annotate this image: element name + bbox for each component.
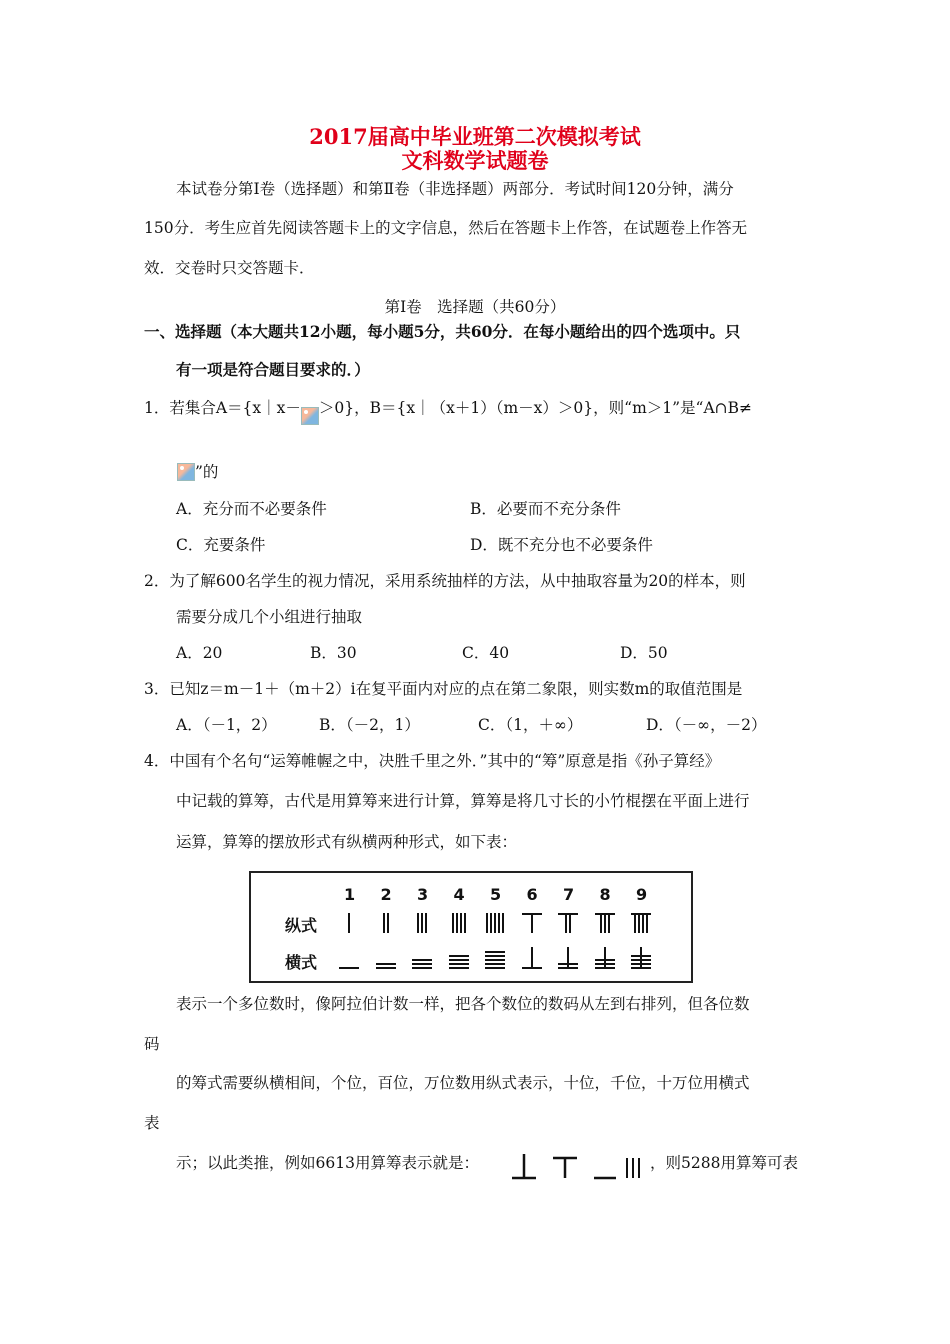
exam-title: 2017届高中毕业班第二次模拟考试 <box>309 124 641 149</box>
rod-horizontal-8 <box>595 967 615 969</box>
rod-number-7: 7 <box>563 885 575 904</box>
rod-vertical-4 <box>456 913 458 933</box>
rod-horizontal-5 <box>485 955 505 957</box>
rod-number-2: 2 <box>380 885 392 904</box>
rod-vertical-2 <box>387 913 389 933</box>
rod-vertical-8 <box>608 913 610 933</box>
q1-stem-cont <box>177 462 218 482</box>
q4-stem-2: 中记载的算筹，古代是用算筹来进行计算，算筹是将几寸长的小竹棍摆在平面上进行 <box>176 792 750 810</box>
q4-stem-4: 表示一个多位数时，像阿拉伯计数一样，把各个数位的数码从左到右排列，但各位数 <box>176 995 750 1013</box>
part1-instruction-1: 一、选择题（本大题共12小题，每小题5分，共60分．在每小题给出的四个选项中。只 <box>144 322 741 341</box>
q1-text-c: ”的 <box>195 463 219 481</box>
rod-number-3: 3 <box>417 885 429 904</box>
rod-horizontal-4 <box>449 955 469 957</box>
rod-horizontal-5 <box>485 951 505 953</box>
rod-vertical-7 <box>565 913 567 933</box>
q2-stem-1: 2．为了解600名学生的视力情况，采用系统抽样的方法，从中抽取容量为20的样本，则 <box>144 572 746 590</box>
rod-number-4: 4 <box>453 885 465 904</box>
q4-stem-7: 表 <box>144 1114 160 1132</box>
rod-horizontal-6 <box>522 967 542 969</box>
q1-text-b: ＞0}，B＝{x｜（x＋1）（m－x）＞0}，则“m＞1”是“A∩B≠ <box>318 399 753 417</box>
rod-horizontal-5 <box>485 959 505 961</box>
rod-horizontal-3 <box>412 963 432 965</box>
rod-horizontal-7 <box>558 967 578 969</box>
q2-stem-2: 需要分成几个小组进行抽取 <box>176 608 363 626</box>
q4-stem-3: 运算，算筹的摆放形式有纵横两种形式，如下表： <box>176 833 518 851</box>
rod-vertical-3 <box>421 913 423 933</box>
q1-option-a: A．充分而不必要条件 <box>176 500 327 518</box>
rod-horizontal-1 <box>339 967 359 969</box>
q3-option-c: C．（1，＋∞） <box>478 716 583 734</box>
rod-horizontal-3 <box>412 959 432 961</box>
broken-image-icon <box>301 407 319 425</box>
rod-horizontal-4 <box>449 967 469 969</box>
q1-option-b: B．必要而不充分条件 <box>470 500 621 518</box>
rod-vertical-9 <box>638 913 640 933</box>
intro-line-1: 本试卷分第Ⅰ卷（选择题）和第Ⅱ卷（非选择题）两部分．考试时间120分钟，满分 <box>176 180 734 198</box>
rod-vertical-5 <box>486 913 488 933</box>
rod-vertical-8 <box>604 913 606 933</box>
rod-horizontal-5 <box>485 967 505 969</box>
rod-horizontal-6 <box>531 947 533 967</box>
rod-vertical-2 <box>383 913 385 933</box>
rod-horizontal-9 <box>631 955 651 957</box>
rod-vertical-5 <box>490 913 492 933</box>
exam-subtitle: 文科数学试题卷 <box>401 148 549 173</box>
q4-stem-8b: ，则5288用算筹可表 <box>650 1154 798 1172</box>
q3-option-a: A．（－1，2） <box>176 716 277 734</box>
broken-image-icon <box>177 463 195 481</box>
rod-example-6613 <box>506 1152 646 1186</box>
rod-vertical-8 <box>600 913 602 933</box>
q2-option-a: A．20 <box>176 644 223 662</box>
rod-vertical-7 <box>558 913 578 915</box>
q2-option-b: B．30 <box>310 644 357 662</box>
rod-number-1: 1 <box>344 885 356 904</box>
rod-vertical-5 <box>502 913 504 933</box>
intro-line-3: 效．交卷时只交答题卡． <box>144 259 315 277</box>
rod-horizontal-9 <box>631 963 651 965</box>
rod-vertical-6 <box>531 913 533 933</box>
rod-horizontal-4 <box>449 963 469 965</box>
rod-vertical-3 <box>417 913 419 933</box>
rod-vertical-5 <box>498 913 500 933</box>
rod-horizontal-7 <box>558 963 578 965</box>
part1-instruction-2: 有一项是符合题目要求的．） <box>176 360 370 379</box>
rod-horizontal-9 <box>631 967 651 969</box>
rod-horizontal-8 <box>595 959 615 961</box>
q1-option-d: D．既不充分也不必要条件 <box>470 536 653 554</box>
q1-text-a: 1．若集合A＝{x｜x－ <box>144 399 301 417</box>
section-heading: 第Ⅰ卷 选择题（共60分） <box>384 298 566 316</box>
rod-vertical-4 <box>460 913 462 933</box>
rod-horizontal-2 <box>376 963 396 965</box>
row-label-vertical: 纵式 <box>285 916 318 935</box>
q1-stem <box>144 398 752 425</box>
q4-stem-8a: 示；以此类推，例如6613用算筹表示就是： <box>176 1154 479 1172</box>
rod-number-6: 6 <box>526 885 538 904</box>
rod-vertical-3 <box>425 913 427 933</box>
q4-stem-6: 的筹式需要纵横相间，个位，百位，万位数用纵式表示，十位，千位，十万位用横式 <box>176 1074 750 1092</box>
rod-vertical-1 <box>348 913 350 933</box>
row-label-horizontal: 横式 <box>285 953 318 972</box>
rod-horizontal-8 <box>595 963 615 965</box>
rod-horizontal-4 <box>449 959 469 961</box>
q4-stem-1: 4．中国有个名句“运筹帷幄之中，决胜千里之外．”其中的“筹”原意是指《孙子算经》 <box>144 752 721 770</box>
counting-rod-table <box>249 871 693 983</box>
rod-vertical-4 <box>452 913 454 933</box>
rod-vertical-9 <box>642 913 644 933</box>
rod-number-9: 9 <box>636 885 648 904</box>
rod-horizontal-2 <box>376 967 396 969</box>
rod-horizontal-3 <box>412 967 432 969</box>
q3-option-b: B．（－2，1） <box>319 716 420 734</box>
rod-vertical-7 <box>569 913 571 933</box>
q4-stem-5: 码 <box>144 1035 160 1053</box>
rod-number-5: 5 <box>490 885 502 904</box>
q2-option-d: D．50 <box>620 644 668 662</box>
rod-number-8: 8 <box>599 885 611 904</box>
rod-vertical-9 <box>646 913 648 933</box>
q1-option-c: C．充要条件 <box>176 536 266 554</box>
q2-option-c: C．40 <box>462 644 510 662</box>
rod-vertical-9 <box>634 913 636 933</box>
q3-stem: 3．已知z＝m－1＋（m＋2）i在复平面内对应的点在第二象限，则实数m的取值范围是 <box>144 680 743 698</box>
rod-horizontal-9 <box>631 959 651 961</box>
rod-vertical-5 <box>494 913 496 933</box>
rod-horizontal-5 <box>485 963 505 965</box>
intro-line-2: 150分．考生应首先阅读答题卡上的文字信息，然后在答题卡上作答，在试题卷上作答无 <box>144 219 748 237</box>
q3-option-d: D．（－∞，－2） <box>646 716 767 734</box>
rod-vertical-4 <box>464 913 466 933</box>
